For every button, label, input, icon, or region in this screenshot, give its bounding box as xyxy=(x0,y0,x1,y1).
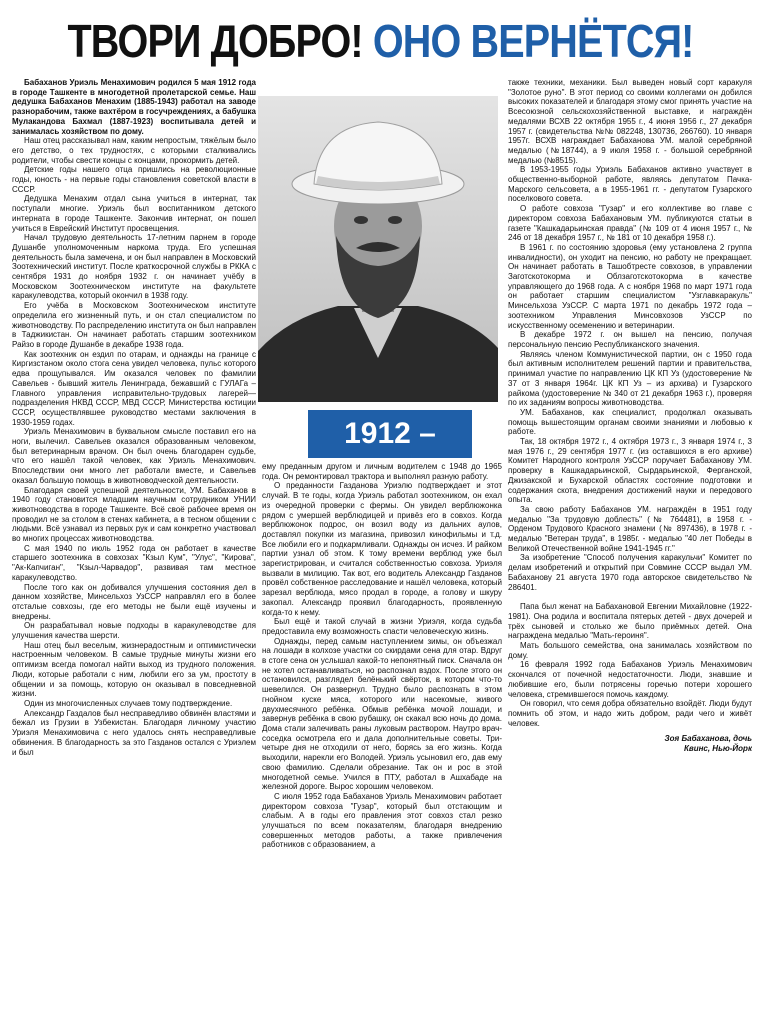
paragraph: Он говорил, что семя добра обязательно взойдёт. Люди будут помнить об этом, и надо жить добром, ради чего и живёт человек. xyxy=(508,699,752,728)
paragraph: О работе совхоза "Гузар" и его коллективе во главе с директором совхоза Бабахановым УМ. публикуются статьи в газете "Кашкадарьинская правда" (№ 109 от 4 июня 1957 г., № 246 от 18 декабря 1957 г., № 181 от 10 декабря 1958 г.). xyxy=(508,204,752,243)
paragraph: В 1953-1955 годы Уриэль Бабаханов активно участвует в общественно-выборной работе, являясь депутатом Пачка-Марского сельсовета, а в 1955-1961 гг. - депутатом Гузарского поселкового совета. xyxy=(508,165,752,204)
paragraph: Его учёба в Московском Зоотехническом институте определила его жизненный путь, и он стал специалистом по животноводству. По распределению института он был направлен в Таджикистан. Он начинает работать старшим зоотехником Райзо в городе Душанбе в декабре 1938 года. xyxy=(12,301,256,349)
paragraph: Так, 18 октября 1972 г., 4 октября 1973 г., 3 января 1974 г., 3 мая 1976 г., 29 сентября 1977 г. (из оставшихся в его архиве) Комитет Народного контроля УзССР поручает Бабаханову УМ. проверку в Кашкадарьинской, Сырдарьинской, Ферганской, Джизакской и Бухарской областях состояние подготовки и содержания скота, внедрения достижений науки и передового опыта. xyxy=(508,437,752,505)
lead-paragraph: Бабаханов Уриэль Менахимович родился 5 мая 1912 года в городе Ташкенте в многодетной пролетарской семье. Наш дедушка Бабаханов Менахим (1885-1943) работал на заводе разнорабочим, также вахтёром в госучреждениях, а бабушка Мулакандова Бахмал (1887-1923) воспитывала детей и занималась хозяйством по дому. xyxy=(12,78,256,136)
years-banner: 1912 – 1992 xyxy=(308,410,472,458)
paragraph: Александр Газдалов был несправедливо обвинён властями и бежал из Грузии в Узбекистан. Благодаря личному участию Уриэля Менахимовича с него удалось снять несправедливые обвинения. В благодарность за это Газданов остался с Уриэлем и был xyxy=(12,708,256,757)
paragraph: В декабре 1972 г. он вышел на пенсию, получая персональную пенсию Республиканского значения. xyxy=(508,330,752,349)
paragraph: также техники, механики. Был выведен новый сорт каракуля "Золотое руно". В этот период со своими коллегами он добился высоких показателей и благодаря этому смог принять участие на Всесоюзной сельскохозяйственной выставке, и награждён медалями ВСХВ 22 октября 1955 г., 4 июня 1956 г., 27 декабря 1957 г. (свидетельства №№ 082248, 130736, 266760). 10 января 1957г. ВСХВ награждает Бабаханова УМ. малой серебряной медалью (№18744), а 9 июля 1958 г. - большой серебряной медалью (№8515). xyxy=(508,78,752,165)
paragraph: Дедушка Менахим отдал сына учиться в интернат, так поступали многие. Уриэль был воспитанником детского интерната в городе Ташкенте. Закончив интернат, он пошел учиться в Еврейский Институт просвещения. xyxy=(12,194,256,233)
paragraph: ему преданным другом и личным водителем с 1948 до 1965 года. Он ремонтировал трактора и выполнял разную работу. xyxy=(262,462,502,481)
paragraph: Был ещё и такой случай в жизни Уриэля, когда судьба предоставила ему возможность спасти человеческую жизнь. xyxy=(262,617,502,636)
paragraph: Начал трудовую деятельность 17-летним парнем в городе Душанбе уполномоченным наркома труда. Его успешная деятельность была замечена, и он был направлен в Московский Зоотехнический институт. После краткосрочной службы в РККА с сентября 1931 до ноября 1932 г. он начинает учёбу в Московском Зоотехническом институте на факультете каракулеводства, который окончил в 1938 году. xyxy=(12,233,256,301)
paragraph: За свою работу Бабаханов УМ. награждён в 1951 году медалью "За трудовую доблесть" (№ 764481), в 1958 г. - Орденом Трудового Красного знамени (№ 897436), в 1978 г. - медалью "Ветеран труда", в 1985г. - медалью "40 лет Победы в Великой Отечественной войне 1941-1945 гг." xyxy=(508,504,752,553)
paragraph: Папа был женат на Бабахановой Евгении Михайловне (1922-1981). Она родила и воспитала пятерых детей - двух дочерей и трёх сыновей и столько же было приёмных детей. Она награждена медалью "Мать-героиня". xyxy=(508,602,752,641)
paragraph: С мая 1940 по июль 1952 года он работает в качестве старшего зоотехника в совхозах "Кзыл Кум", "Улус", "Кирова", "Ак-Капчиган", "Кзыл-Чарвадор", развивая там местное каракулеводство. xyxy=(12,543,256,582)
paragraph: Однажды, перед самым наступлением зимы, он объезжал на лошади в колхозе участки со скирдами сена для отар. Вдруг в стоге сена он услышал какой-то непонятный писк. Сначала он не хотел останавливаться, но распознал вздох. После этого он остановился, разглядел белёнький свёрток, в котором что-то шевелился. Он развернул. Трудно было распознать в этом гнойном куске мяса, которого или насекомые, живого двухмесячного ребёнка. Обмыв ребёнка мочой лошади, и завернув ребёнка в свою рубашку, он скакал всю ночь до дома. Дома стали залечивать раны луковым раствором. Наутро врач-соседка осмотрела его и дала дополнительные советы. Три-четыре дня не отходили от него, борясь за его жизнь. Когда выходили, нарекли его Володей. Уриэль усыновил его, дав ему свою фамилию. Сделали обрезание. Так он и рос в этой многодетной семье. Учился в ПТУ, работал в Ашхабаде на железной дороге. Вырос хорошим человеком. xyxy=(262,636,502,792)
article-column-2 xyxy=(262,462,502,1014)
paragraph: Детские годы нашего отца пришлись на революционные годы, юность - на первые годы становления советской власти в СССР. xyxy=(12,165,256,194)
paragraph: Один из многочисленных случаев тому подтверждение. xyxy=(24,699,233,708)
signature-location: Квинс, Нью-Йорк xyxy=(683,744,752,754)
headline-part2: ОНО ВЕРНЁТСЯ! xyxy=(372,15,694,67)
paragraph: Мать большого семейства, она занималась хозяйством по дому. xyxy=(508,641,752,660)
paragraph: УМ. Бабаханов, как специалист, продолжал оказывать помощь вышестоящим органам своими знаниями и любовью к работе. xyxy=(508,407,752,437)
paragraph: С июля 1952 года Бабаханов Уриэль Менахимович работает директором совхоза "Гузар", который был отстающим и слабым. А в годы его правления этот совхоз стал резко улучшаться по всем показателям, благодаря внедрению совершенных методов работы, а также привлечения работников с образованием, а xyxy=(262,791,502,850)
paragraph: За изобретение "Способ получения каракульчи" Комитет по делам изобретений и открытий при Совмине СССР выдал УМ. Бабаханову 21 августа 1970 года авторское свидетельство № 286401. xyxy=(508,553,752,592)
headline xyxy=(53,10,707,72)
paragraph: О преданности Газданова Уриэлю подтверждает и этот случай. В те годы, когда Уриэль работал зоотехником, он ехал из очередной проверки с фермы. Он увидел верблюжонка рядом с умершей верблюдицей и привёз его в совхоз. Когда верблюжонок подрос, он возил воду из дальних аулов, доставлял покупки из магазина, привозил кинофильмы и т.д. Все любили его и подкармливали. Однажды он исчез. И райком партии узнал об этом. К тому времени верблюд уже был зарегистрирован, и считался собственностью совхоза. Уриэля вызвали в милицию. Так вот, его водитель Александр Газданов провёл собственное расследование и нашёл человека, который зарезал верблюда, мясо продал в городе, а голову и шкуру закопал. Александр проявил благодарность, проявленную когда-то к нему. xyxy=(262,481,502,617)
paragraph: Он разрабатывал новые подходы в каракулеводстве для улучшения качества шерсти. xyxy=(12,621,256,641)
article-column-3 xyxy=(508,78,752,1014)
paragraph: Благодаря своей успешной деятельности, УМ. Бабаханов в 1940 году становится младшим научным сотрудником УНИИ животноводства в городе Ташкенте. Всё своё рабочее время он проводил не за столом в стенах кабинета, а в тесном общении с людьми. Всё узнавал из первых рук и сам конкретно участвовал во многих процессах животноводства. xyxy=(12,485,256,544)
portrait-image xyxy=(258,96,498,402)
portrait-photo xyxy=(258,96,498,402)
paragraph: Являясь членом Коммунистической партии, он с 1950 года был активным исполнителем решений партии и правительства, принимал участие по направлению ЦК КП Уз (удостоверение № 37 от 3 января 1964г. ЦК КП Уз – из архива) и Гузарского райкома (удостоверение № 340 от 21 декабря 1963 г.), проверяя по их заданиям вопросы животноводства. xyxy=(508,349,752,408)
signature-author: Зоя Бабаханова, дочь xyxy=(664,734,752,744)
paragraph: Наш отец был веселым, жизнерадостным и оптимистически настроенным человеком. В самые трудные минуты жизни его оптимизм всегда помогал найти выход из трудного положения. Люди, которые работали с ним, любили его за ум, простоту в общении и за помощь, которую он оказывал в повседневной жизни. xyxy=(12,640,256,699)
paragraph: 16 февраля 1992 года Бабаханов Уриэль Менахимович скончался от почечной недостаточности. Люди, знавшие и любившие его, были потрясены горечью потери хорошего человека, стремившегося помочь каждому. xyxy=(508,660,752,699)
headline-part1: ТВОРИ ДОБРО! xyxy=(67,15,363,67)
paragraph: Наш отец рассказывал нам, каким непростым, тяжёлым было его детство, о тех трудностях, с которыми сталкивались родители, чтобы свести концы с концами, прокормить детей. xyxy=(12,136,256,165)
article-column-1 xyxy=(12,78,256,1014)
paragraph: После того как он добивался улучшения состояния дел в данном хозяйстве, Минсельхоз УзССР направлял его в более отсталые совхозы, где его методы не были ещё изучены и внедрены. xyxy=(12,582,256,621)
paragraph: Как зоотехник он ездил по отарам, и однажды на границе с Киргизстаном около стога сена увидел человека, пульс которого едва прощупывался. Им оказался человек по фамилии Савельев - бывший житель Ленинграда, бежавший с ГУЛАГа – Главного управления исправительно-трудовых лагерей— подразделения НКВД СССР, МВД СССР, Министерства юстиции СССР, осуществлявшее руководство местами заключения в 1930-1959 годах. xyxy=(12,349,256,427)
paragraph: В 1961 г. по состоянию здоровья (ему установлена 2 группа инвалидности), он уходит на пенсию, но работу не прекращает. Он начинает работать в Ташобтрестe совхозов, в управлении Заготскотокорма и Облзаготскотокорма в качестве управляющего до 1968 года. А с ноября 1968 по март 1971 года он работает старшим специалистом "Узглавкаракуль" Минсельхоза УзССР. С марта 1971 по декабрь 1972 года – зоотехником Управления Минсовхозов УзССР по искусственному осеменению и ветеринарии. xyxy=(508,242,752,330)
paragraph: Уриэль Менахимович в буквальном смысле поставил его на ноги, вылечил. Савельев оказался образованным человеком, был ветеринарным врачом. Он был очень благодарен судьбе, что его нашёл такой человек, как Уриэль Менахимович. Впоследствии они много лет работали вместе, и Савельев оказал большую помощь в животноводческой деятельности. xyxy=(12,427,256,485)
